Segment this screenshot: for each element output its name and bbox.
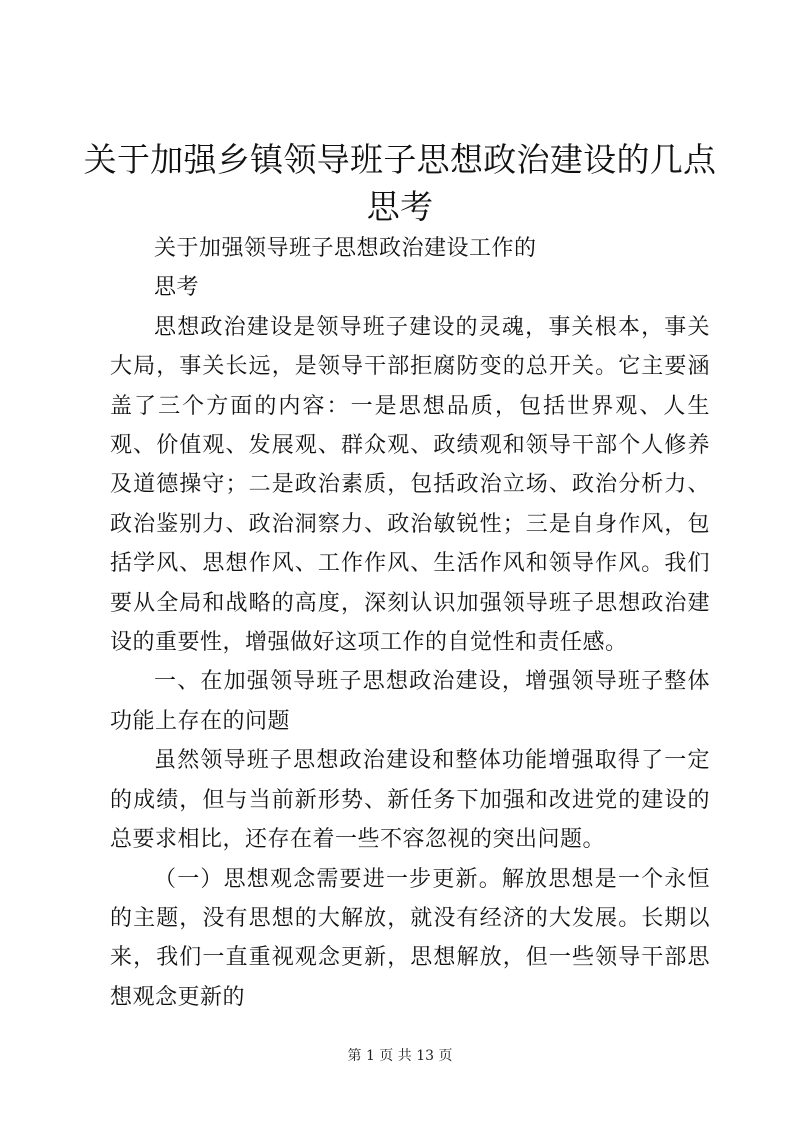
paragraph-subtitle-line-2: 思考 (154, 275, 200, 301)
section-heading-1: 一、在加强领导班子思想政治建设，增强领导班子整体功能上存在的问题 (110, 669, 710, 734)
page-footer: 第 1 页 共 13 页 (347, 1048, 453, 1064)
paragraph-subtitle-line-1: 关于加强领导班子思想政治建设工作的 (154, 236, 537, 261)
document-body (110, 229, 710, 1017)
document-title: 关于加强乡镇领导班子思想政治建设的几点思考 (83, 140, 717, 226)
paragraph-problems: 虽然领导班子思想政治建设和整体功能增强取得了一定的成绩，但与当前新形势、新任务下加强和改进党的建设的总要求相比，还存在着一些不容忽视的突出问题。 (110, 748, 710, 853)
paragraph-intro: 思想政治建设是领导班子建设的灵魂，事关根本，事关大局，事关长远，是领导干部拒腐防变的总开关。它主要涵盖了三个方面的内容：一是思想品质，包括世界观、人生观、价值观、发展观、群众观、政绩观和领导干部个人修养及道德操守；二是政治素质，包括政治立场、政治分析力、政治鉴别力、政治洞察力、政治敏锐性；三是自身作风，包括学风、思想作风、工作作风、生活作风和领导作风。我们要从全局和战略的高度，深刻认识加强领导班子思想政治建设的重要性，增强做好这项工作的自觉性和责任感。 (110, 314, 710, 656)
paragraph-item-1: （一）思想观念需要进一步更新。解放思想是一个永恒的主题，没有思想的大解放，就没有经济的大发展。长期以来，我们一直重视观念更新，思想解放，但一些领导干部思想观念更新的 (110, 866, 710, 1010)
